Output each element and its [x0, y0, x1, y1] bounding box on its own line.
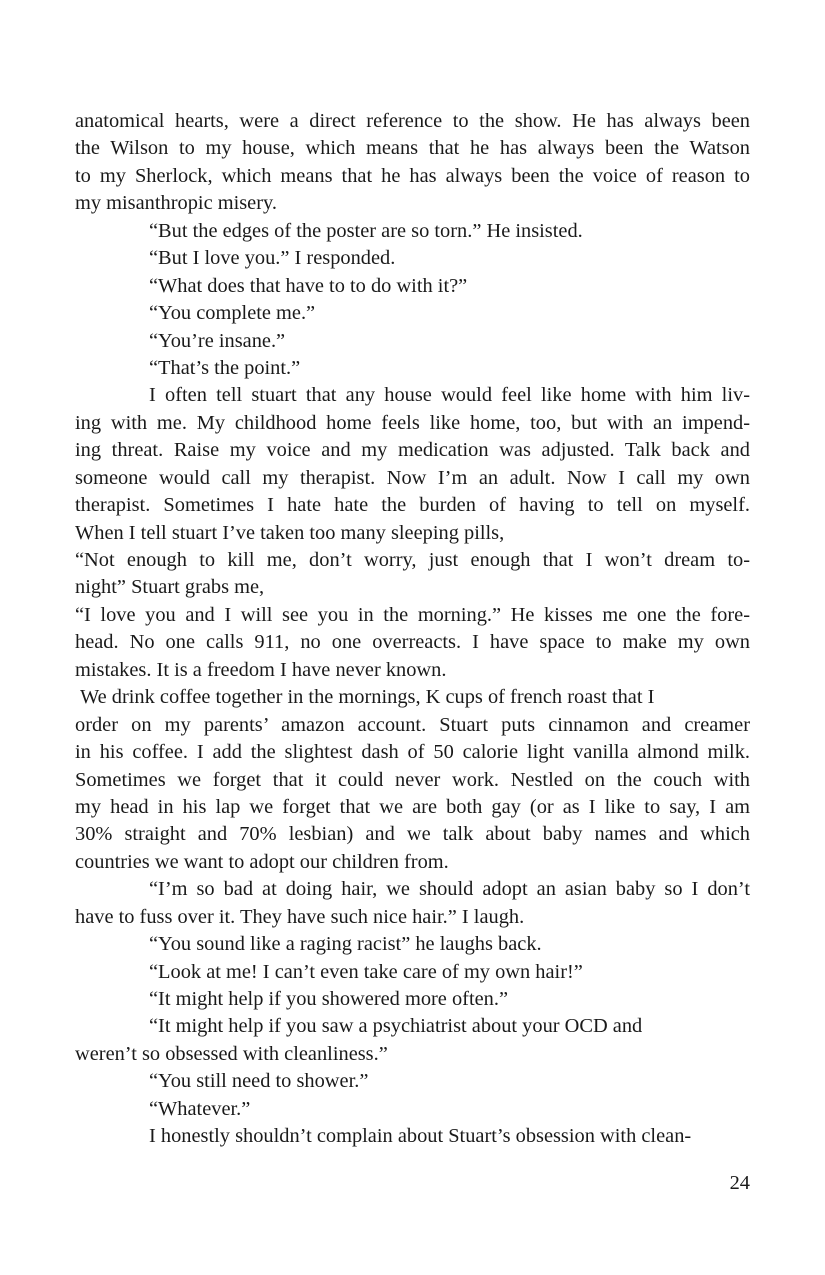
text-line: someone would call my therapist. Now I’m an adult. Now I call my own — [75, 466, 750, 489]
text-line: 30% straight and 70% lesbian) and we talk about baby names and which — [75, 823, 750, 846]
text-line: to my Sherlock, which means that he has always been the voice of reason to — [75, 164, 750, 187]
text-line: countries we want to adopt our children from. — [75, 850, 449, 873]
text-line: “What does that have to to do with it?” — [149, 274, 468, 297]
text-line: “You sound like a raging racist” he laughs back. — [149, 933, 542, 956]
text-line: the Wilson to my house, which means that he has always been the Watson — [75, 137, 750, 160]
text-line: in his coffee. I add the slightest dash of 50 calorie light vanilla almond milk. — [75, 741, 750, 764]
text-line: head. No one calls 911, no one overreacts. I have space to make my own — [75, 631, 750, 654]
text-line: therapist. Sometimes I hate hate the burden of having to tell on myself. — [75, 494, 750, 517]
text-line: “You complete me.” — [149, 302, 316, 325]
text-line: Sometimes we forget that it could never work. Nestled on the couch with — [75, 768, 750, 791]
text-line: “But I love you.” I responded. — [149, 247, 396, 270]
text-line: “But the edges of the poster are so torn.” He insisted. — [149, 219, 583, 242]
page-body — [75, 108, 750, 1151]
text-line: “That’s the point.” — [149, 356, 301, 379]
text-line: ing threat. Raise my voice and my medication was adjusted. Talk back and — [75, 439, 750, 462]
text-line: weren’t so obsessed with cleanliness.” — [75, 1042, 388, 1065]
text-line: ing with me. My childhood home feels like home, too, but with an impend- — [75, 411, 750, 434]
text-line: anatomical hearts, were a direct reference to the show. He has always been — [75, 110, 750, 132]
text-line: “I’m so bad at doing hair, we should adopt an asian baby so I don’t — [149, 878, 750, 901]
text-line: “Look at me! I can’t even take care of my own hair!” — [149, 960, 583, 983]
text-line: “I love you and I will see you in the morning.” He kisses me one the fore- — [75, 603, 750, 626]
text-line: We drink coffee together in the mornings, K cups of french roast that I — [80, 686, 655, 709]
text-line: I honestly shouldn’t complain about Stuart’s obsession with clean- — [149, 1125, 692, 1148]
text-line: order on my parents’ amazon account. Stuart puts cinnamon and creamer — [75, 713, 750, 736]
text-line: “You still need to shower.” — [149, 1070, 369, 1093]
text-line: When I tell stuart I’ve taken too many sleeping pills, — [75, 521, 505, 544]
text-line: “You’re insane.” — [149, 329, 286, 352]
text-line: “It might help if you saw a psychiatrist about your OCD and — [149, 1015, 643, 1038]
text-line: my head in his lap we forget that we are both gay (or as I like to say, I am — [75, 795, 750, 818]
text-line: “Whatever.” — [149, 1097, 251, 1120]
text-line: “Not enough to kill me, don’t worry, just enough that I won’t dream to- — [75, 549, 750, 571]
page-number: 24 — [729, 1172, 750, 1194]
text-line: my misanthropic misery. — [75, 192, 277, 215]
text-line: night” Stuart grabs me, — [75, 576, 265, 599]
text-line: I often tell stuart that any house would feel like home with him liv- — [149, 384, 750, 407]
text-line: “It might help if you showered more often.” — [149, 988, 508, 1010]
text-line: mistakes. It is a freedom I have never known. — [75, 658, 447, 681]
text-line: have to fuss over it. They have such nice hair.” I laugh. — [75, 905, 525, 928]
